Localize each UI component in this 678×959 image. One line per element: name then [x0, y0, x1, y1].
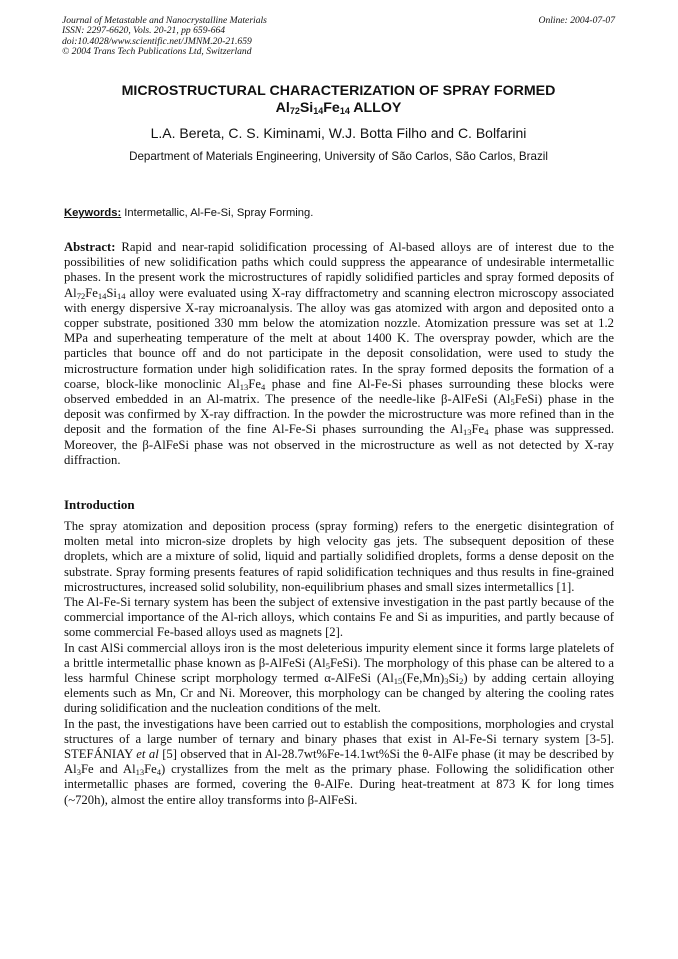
doi-line: doi:10.4028/www.scientific.net/JMNM.20-21.659: [62, 35, 252, 47]
intro-paragraph-2: The Al-Fe-Si ternary system has been the subject of extensive investigation in the past partly because of the commercial importance of the Al-rich alloys, which contains Fe and Si as impurities, and partly because of some commercial Fe-based alloys used as magnets [2].: [64, 595, 614, 640]
intro-paragraph-1: The spray atomization and deposition process (spray forming) refers to the energetic disintegration of molten metal into micron-size droplets by high velocity gas jets. The subsequent deposition of these droplets, which are a mixture of solid, liquid and partially solidified droplets, forms a dense deposit on the substrate. Spray forming presents features of rapid solidification techniques and thus results in fine-grained microstructures, increased solid solubility, non-equilibrium phases and small sizes intermetallics [1].: [64, 519, 614, 594]
title-line-1: MICROSTRUCTURAL CHARACTERIZATION OF SPRAY FORMED: [121, 83, 556, 99]
affiliation: Department of Materials Engineering, University of São Carlos, São Carlos, Brazil: [129, 150, 548, 163]
keywords: [64, 206, 614, 220]
issn-line: ISSN: 2297-6620, Vols. 20-21, pp 659-664: [62, 25, 226, 37]
keywords-label: Keywords:: [64, 207, 122, 219]
intro-paragraph-4: In the past, the investigations have been carried out to establish the compositions, morphologies and crystal structures of a large number of ternary and binary phases that exist in Al-Fe-Si ternary system [3-5]. STEFÁNIAY et al [5] observed that in Al-28.7wt%Fe-14.1wt%Si the θ-AlFe phase (it may be described by $Al_3Fe$ and $Al_{13}Fe_4$) crystallizes from the melt as the primary phase. Following the solidification other intermetallic phases are formed, covering the θ-AlFe. During heat-treatment at 873 K for long times (~720h), almost the entire alloy transforms into β-AlFeSi.: [64, 716, 614, 807]
keywords-text: Intermetallic, Al-Fe-Si, Spray Forming.: [121, 207, 314, 219]
abstract-label: Abstract:: [64, 240, 116, 254]
introduction-body: [64, 519, 614, 808]
journal-header: [62, 16, 615, 58]
title-line-2: $Al_{72}Si_{14}Fe_{14}$ ALLOY: [275, 100, 402, 116]
intro-paragraph-3: In cast AlSi commercial alloys iron is the most deleterious impurity element since it forms large platelets of a brittle intermetallic phase known as β-AlFeSi $(Al_5FeSi)$. The morphology of this phase can be altered to a less harmful Chinese script morphology termed α-AlFeSi $(Al_{15}(Fe,Mn)_3Si_2)$ by adding certain alloying elements such as Mn, Cr and Ni. Moreover, this morphology can be changed by altering the cooling rates during solidification and the nucleation conditions of the melt.: [64, 640, 615, 716]
online-date: Online: 2004-07-07: [538, 15, 615, 26]
paper-title: [62, 83, 615, 117]
copyright-line: © 2004 Trans Tech Publications Ltd, Switzerland: [62, 46, 252, 58]
introduction-heading: Introduction: [64, 497, 135, 512]
abstract: Abstract: Rapid and near-rapid solidification processing of Al-based alloys are of interest due to the possibilities of new solidification paths which could suppress the appearance of undesirable intermetallic phases. In the present work the microstructures of rapidly solidified particles and spray formed deposits of $Al_{72}Fe_{14}Si_{14}$ alloy were evaluated using X-ray diffractometry and scanning electron microscopy associated with energy dispersive X-ray microanalysis. The alloy was gas atomized with argon and deposited onto a copper substrate, positioned 330 mm below the atomization nozzle. Atomization pressure was set at 1.2 MPa and superheating temperature of the melt at about 1400 K. The overspray powder, which are the particles that bounce off and do not participate in the deposit consolidation, were used to study the microstructure formation under high solidification rates. In the spray formed deposits the formation of a coarse, block-like monoclinic $Al_{13}Fe_4$ phase and fine Al-Fe-Si phases surrounding these blocks were observed embedded in an Al-matrix. The presence of the needle-like β-AlFeSi $(Al_5FeSi)$ phase in the deposit was confirmed by X-ray diffraction. In the powder the microstructure was more refined than in the deposit and the formation of the fine Al-Fe-Si phases surrounding the $Al_{13}Fe_4$ phase was suppressed. Moreover, the β-AlFeSi phase was not observed in the microstructure as well as not detected by X-ray diffraction.: [64, 240, 615, 467]
author-list: L.A. Bereta, C. S. Kiminami, W.J. Botta Filho and C. Bolfarini: [150, 125, 527, 141]
journal-name: Journal of Metastable and Nanocrystalline Materials: [62, 15, 267, 26]
